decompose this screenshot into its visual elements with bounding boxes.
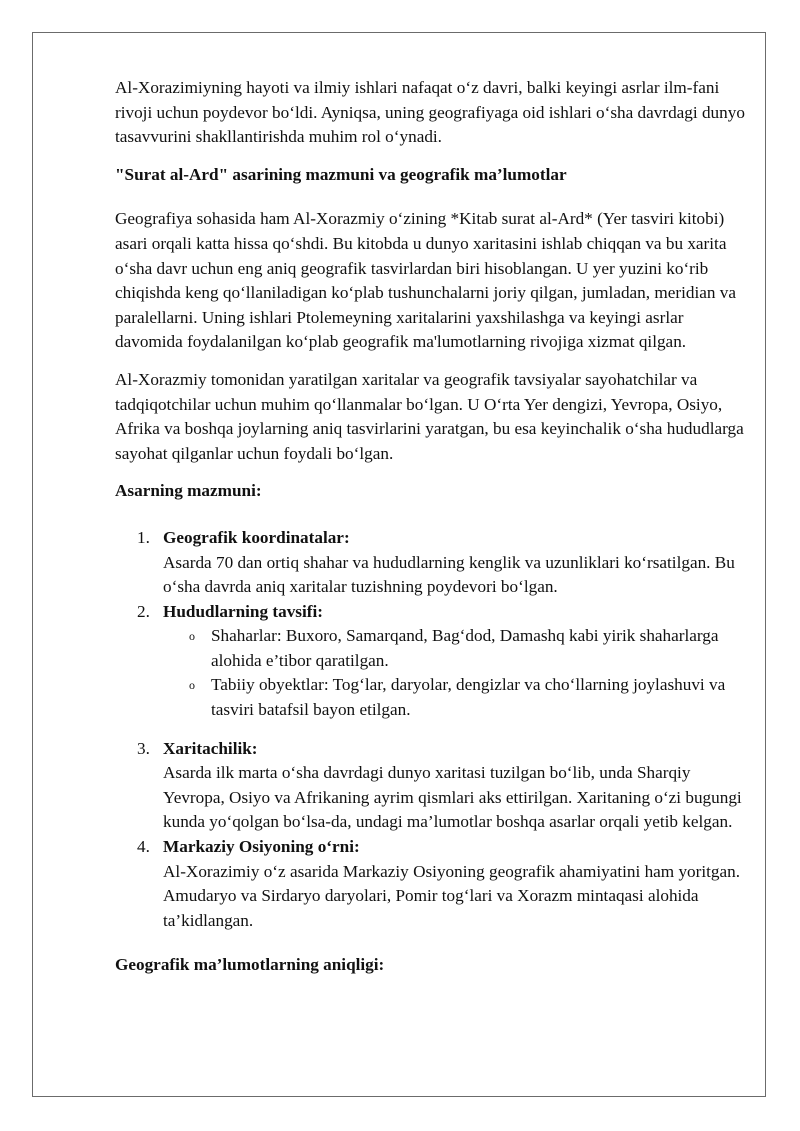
final-heading: Geografik ma’lumotlarning aniqligi: <box>115 955 385 975</box>
section-heading: "Surat al-Ard" asarining mazmuni va geografik ma’lumotlar <box>115 164 567 184</box>
sub-list <box>163 624 755 722</box>
sub-list-item-text: Tabiiy obyektlar: Tog‘lar, daryolar, dengizlar va cho‘llarning joylashuvi va tasviri batafsil bayon etilgan. <box>211 675 726 720</box>
list-item-cartography <box>115 737 755 835</box>
list-number: 4. <box>137 837 150 857</box>
list-number: 3. <box>137 738 150 758</box>
bullet-icon: o <box>189 678 195 693</box>
spacer <box>163 723 755 737</box>
list-item-coordinates <box>115 526 755 600</box>
document-body <box>115 76 755 978</box>
list-item-central-asia <box>115 835 755 933</box>
list-item-title: Hududlarning tavsifi: <box>163 601 323 621</box>
list-item-title: Markaziy Osiyoning o‘rni: <box>163 837 360 857</box>
list-item-text: Asarda ilk marta o‘sha davrdagi dunyo xaritasi tuzilgan bo‘lib, unda Sharqiy Yevropa, Osiyo va Afrikaning ayrim qismlari aks ettirilgan. Xaritaning o‘zi bugungi kunda yo‘qolgan bo‘lsa-da, undagi ma’lumotlar boshqa asarlar orqali yetib kelgan. <box>163 763 742 832</box>
list-item-title: Xaritachilik: <box>163 738 258 758</box>
bullet-icon: o <box>189 629 195 644</box>
content-list <box>115 526 755 934</box>
sub-list-item-text: Shaharlar: Buxoro, Samarqand, Bag‘dod, Damashq kabi yirik shaharlarga alohida e’tibor qaratilgan. <box>211 626 719 670</box>
list-item-regions <box>115 600 755 737</box>
content-heading: Asarning mazmuni: <box>115 481 262 501</box>
intro-paragraph: Al-Xorazimiyning hayoti va ilmiy ishlari nafaqat o‘z davri, balki keyingi asrlar ilm-fani rivoji uchun poydevor bo‘ldi. Ayniqsa, uning geografiyaga oid ishlari o‘sha davrdagi dunyo tasavvurini shakllantirishda muhim rol o‘ynadi. <box>115 78 745 147</box>
sub-list-item-nature <box>163 673 755 722</box>
list-item-title: Geografik koordinatalar: <box>163 527 350 547</box>
paragraph-maps: Al-Xorazmiy tomonidan yaratilgan xaritalar va geografik tavsiyalar sayohatchilar va tadqiqotchilar uchun muhim qo‘llanmalar bo‘lgan. U O‘rta Yer dengizi, Yevropa, Osiyo, Afrika va boshqa joylarning aniq tasvirlarini yaratgan, bu esa keyinchalik o‘sha hududlarga sayohat qilganlar uchun foydali bo‘lgan. <box>115 369 744 463</box>
list-number: 1. <box>137 527 150 547</box>
list-item-text: Al-Xorazimiy o‘z asarida Markaziy Osiyoning geografik ahamiyatini ham yoritgan. Amudaryo va Sirdaryo daryolari, Pomir tog‘lari va Xorazm mintaqasi alohida ta’kidlangan. <box>163 861 741 930</box>
paragraph-geography: Geografiya sohasida ham Al-Xorazmiy o‘zining *Kitab surat al-Ard* (Yer tasviri kitobi) asari orqali katta hissa qo‘shdi. Bu kitobda u dunyo xaritasini ishlab chiqqan va bu xarita o‘sha davr uchun eng aniq geografik tasvirlardan biri hisoblangan. U yer yuzini ko‘rib chiqishda keng qo‘llaniladigan ko‘plab tushunchalarni joriy qilgan, jumladan, meridian va paralellarni. Uning ishlari Ptolemeyning xaritalarini yaxshilashga va keyingi asrlar davomida foydalanilgan ko‘plab geografik ma'lumotlarning rivojiga xizmat qilgan. <box>115 209 736 352</box>
list-number: 2. <box>137 601 150 621</box>
list-item-text: Asarda 70 dan ortiq shahar va hududlarning kenglik va uzunliklari ko‘rsatilgan. Bu o‘sha davrda aniq xaritalar tuzishning poydevori bo‘lgan. <box>163 552 735 597</box>
sub-list-item-cities <box>163 624 755 673</box>
